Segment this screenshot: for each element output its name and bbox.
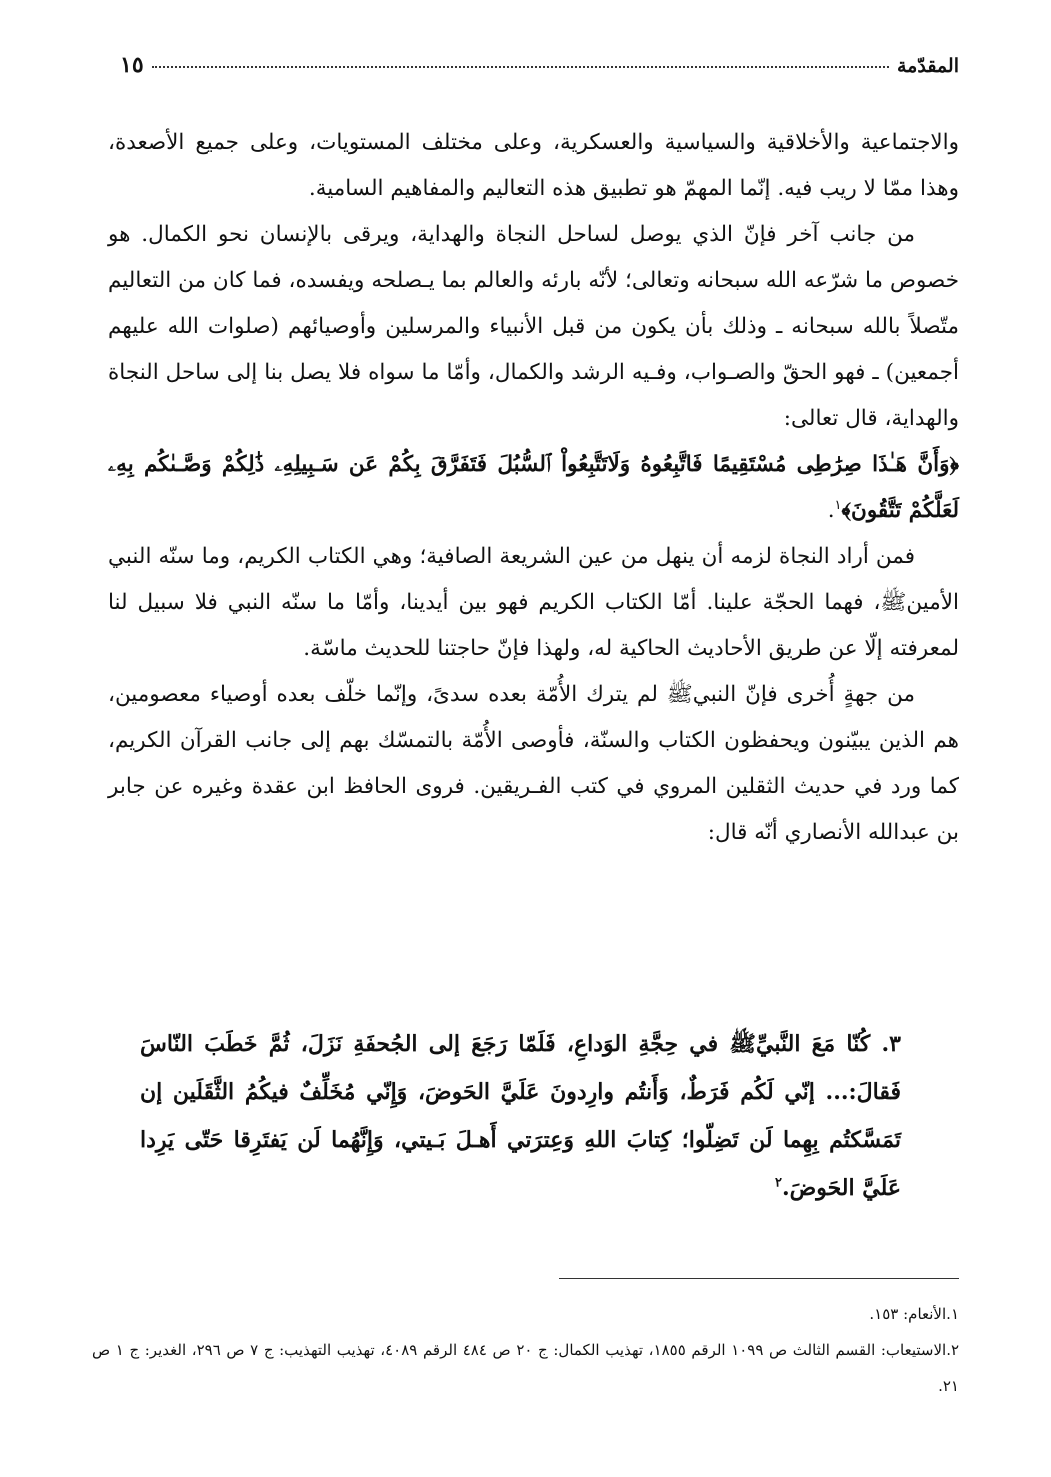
section-title: المقدّمة <box>896 55 959 77</box>
header-dot-leader <box>152 65 889 68</box>
paragraph-successors: من جهةٍ أُخرى فإنّ النبيﷺ لم يترك الأُمّة بعده سدىً، وإنّما خلّف بعده أوصياء معصومين، هم الذين يبيّنون ويحفظون الكتاب والسنّة، فأوصى الأُمّة بالتمسّك بهم إلى جانب القرآن الكريم، كما ورد في حديث الثقلين المروي في كتب الفـريقين. فروى الحافظ ابن عقدة وغيره عن جابر بن عبدالله الأنصاري أنّه قال: <box>108 682 959 845</box>
page-number: ١٥ <box>120 52 144 78</box>
footnote-divider <box>559 1278 959 1279</box>
quran-verse: ﴿وَأَنَّ هَـٰذَا صِرَٰطِى مُسْتَقِيمًا فَاتَّبِعُوهُ وَلَاتَتَّبِعُواْ ٱلسُّبُلَ فَتَفَرَّقَ بِكُمْ عَن سَـبِيلِهِۦ ذَٰلِكُمْ وَصَّـىٰكُم بِهِۦ لَعَلَّكُمْ تَتَّقُونَ﴾ <box>108 452 959 523</box>
footnote-1: ١.الأنعام: ١٥٣. <box>869 1305 959 1323</box>
footnote-ref-1: ١ <box>834 497 842 513</box>
hadith-text: ٣. كُنّا مَعَ النَّبيِّﷺ في حِجَّةِ الوَداعِ، فَلَمّا رَجَعَ إلى الجُحفَةِ نَزَلَ، ثُمَّ خَطَبَ النّاسَ فَقالَ:... إنّي لَكُم فَرَطٌ، وَأَنتُم وارِدونَ عَلَيَّ الحَوضَ، وَإِنّي مُخَلِّفٌ فيكُمُ الثَّقَلَين إن تَمَسَّكتُم بِهِما لَن تَضِلّوا؛ كِتابَ اللهِ وَعِترَتي أَهـلَ بَـيتي، وَإِنَّهُما لَن يَفتَرِقا حَتّى يَرِدا عَلَيَّ الحَوضَ. <box>140 1031 901 1201</box>
hadith-quote <box>140 1020 901 1212</box>
footnotes <box>92 1296 959 1404</box>
paragraph-sharia: فمن أراد النجاة لزمه أن ينهل من عين الشريعة الصافية؛ وهي الكتاب الكريم، وما سنّه النبي الأمينﷺ، فهما الحجّة علينا. أمّا الكتاب الكريم فهو بين أيدينا، وأمّا ما سنّه النبي فلا سبيل لنا لمعرفته إلّا عن طريق الأحاديث الحاكية له، ولهذا فإنّ حاجتنا للحديث ماسّة. <box>108 544 959 661</box>
main-text <box>108 120 959 856</box>
running-header <box>120 52 959 78</box>
footnote-ref-2: ٢ <box>774 1175 782 1191</box>
quran-verse-line: ﴿وَأَنَّ هَـٰذَا صِرَٰطِى مُسْتَقِيمًا فَاتَّبِعُوهُ وَلَاتَتَّبِعُواْ ٱلسُّبُلَ فَتَفَرَّقَ بِكُمْ عَن سَـبِيلِهِۦ ذَٰلِكُمْ وَصَّـىٰكُم بِهِۦ لَعَلَّكُمْ تَتَّقُونَ﴾$^١$. <box>108 452 959 523</box>
footnote-2: ٢.الاستيعاب: القسم الثالث ص ١٠٩٩ الرقم ١٨٥٥، تهذيب الكمال: ج ٢٠ ص ٤٨٤ الرقم ٤٠٨٩، تهذيب التهذيب: ج ٧ ص ٢٩٦، الغدير: ج ١ ص ٢١. <box>92 1341 960 1395</box>
paragraph-salvation: من جانب آخر فإنّ الذي يوصل لساحل النجاة والهداية، ويرقى بالإنسان نحو الكمال. هو خصوص ما شرّعه الله سبحانه وتعالى؛ لأنّه بارئه والعالم بما يـصلحه ويفسده، فما كان من التعاليم متّصلاً بالله سبحانه ـ وذلك بأن يكون من قبل الأنبياء والمرسلين وأوصيائهم (صلوات الله عليهم أجمعين) ـ فهو الحقّ والصـواب، وفـيه الرشد والكمال، وأمّا ما سواه فلا يصل بنا إلى ساحل النجاة والهداية، قال تعالى: <box>108 222 959 431</box>
paragraph-continuation: والاجتماعية والأخلاقية والسياسية والعسكرية، وعلى مختلف المستويات، وعلى جميع الأصعدة، وهذا ممّا لا ريب فيه. إنّما المهمّ هو تطبيق هذه التعاليم والمفاهيم السامية. <box>108 130 959 201</box>
